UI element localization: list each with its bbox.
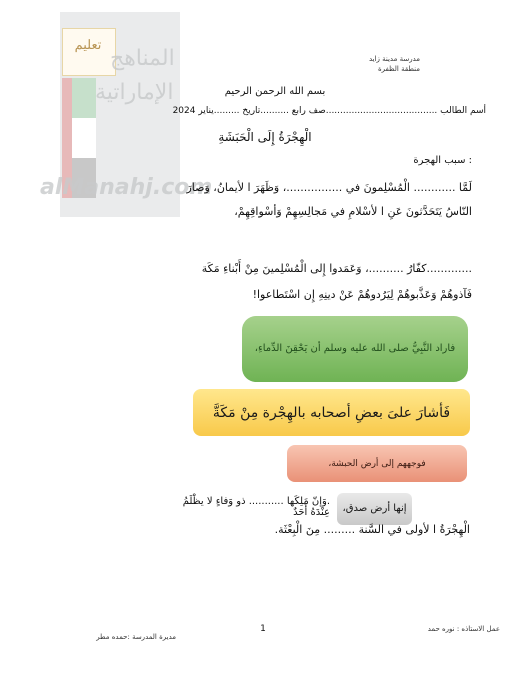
lesson-title: الْهِجْرَةُ إِلَى الْحَبَشَةِ [218, 130, 312, 144]
closing-line-2: الْهِجْرَةُ ا لأولى في السَّنة ......... مِنَ الْبِعْثَة. [274, 523, 470, 536]
watermark-word-2: الإماراتية [95, 80, 174, 105]
closing-line-1: .وَإنّ مَلِكَها ........... ذو وَفاءٍ لا يظْلَمُ عِنْدَهُ أَحَدٌ [182, 496, 330, 518]
student-info-line: أسم الطالب .......................................صف رابع ..........تاريخ .........يناير 2024 [172, 106, 486, 116]
text-line-1: لَمَّا ............ الْمُسْلِمونَ في ................، وَظَهَرَ ا لأيمانُ، وَصارَ [186, 181, 472, 194]
green-answer-box: فاراد النَّبِيُّ صلى الله عليه وسلم أن يَحْقِنَ الدِّماءِ، [242, 316, 468, 382]
text-line-3: .............كفّارُ ..........، وَعَمَدوا إِلى الْمُسْلِمينَ مِنْ أَبْناءِ مَكَة [201, 262, 472, 275]
grey-answer-box: إنها أرض صدق، [337, 493, 412, 525]
teacher-credit: عمل الاستاذه : نوره حمد [427, 625, 500, 633]
watermark-word-1: المناهج [110, 46, 175, 71]
orange-answer-box: فوجههم إلى أرض الحبشة، [287, 445, 467, 482]
director-credit: مديرة المدرسة :حمده مطر [96, 633, 176, 641]
page-number: 1 [260, 624, 266, 634]
text-line-2: النّاسُ يَتَحَدَّثونَ عَنِ ا لأسْلامِ في مَجالِسِهِمْ وَأسْواقِهِمْ، [234, 205, 472, 218]
school-region: منطقة الظفرة [377, 65, 420, 73]
school-name: مدرسة مدينة زايد [368, 55, 420, 63]
school-name-block [360, 54, 420, 74]
section-heading: : سبب الهجرة [413, 155, 472, 166]
yellow-answer-box: فَأشارَ علىَ بعضِ أصحابه بالهِجْرة مِنْ مَكَةَّ [193, 389, 470, 436]
text-line-4: فَآذوهُمْ وَعَذَّبوهُمْ لِيَرُدوهُمْ عَنْ دينِهِ إِن اسْتَطاعوا! [252, 288, 472, 301]
basmala: بسم الله الرحمن الرحيم [224, 86, 326, 97]
watermark-logo-text: تعليم [74, 38, 102, 53]
watermark-site: alManahj.com [40, 175, 213, 200]
